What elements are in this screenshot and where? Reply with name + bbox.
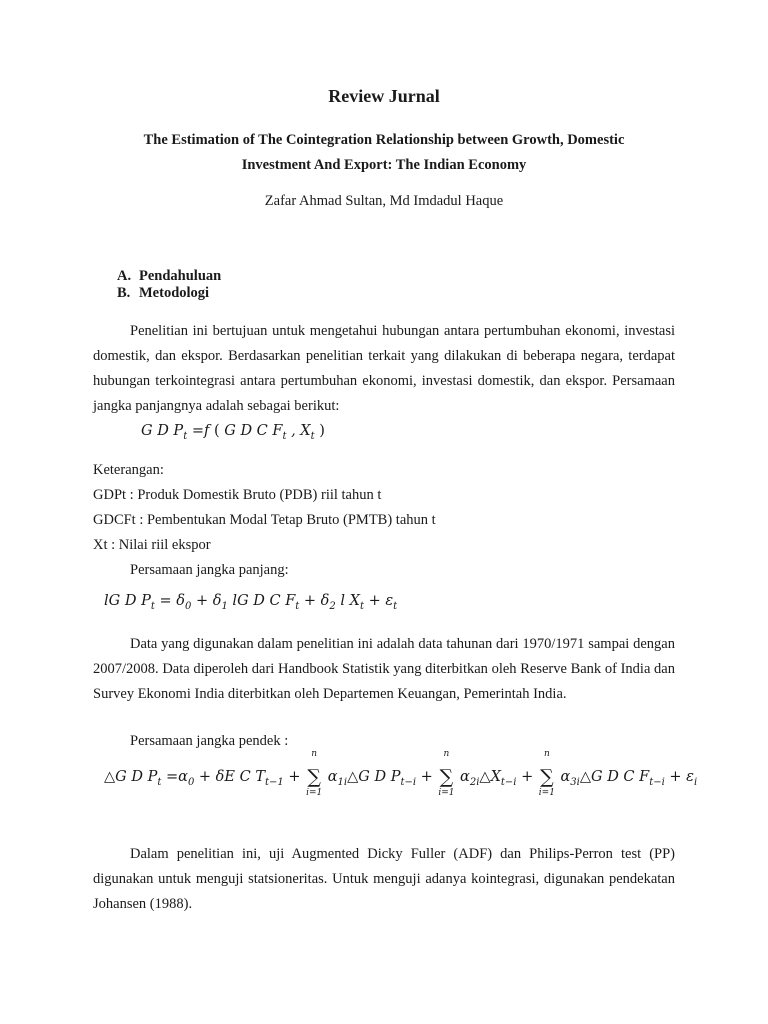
summation-symbol: n ∑ i=1 — [438, 749, 455, 798]
section-heading-a — [117, 268, 221, 285]
definition-export: Xt : Nilai riil ekspor — [93, 537, 211, 553]
definition-gdcf: GDCFt : Pembentukan Modal Tetap Bruto (PMTB) tahun t — [93, 512, 436, 528]
equation-short-run: △G D $P_t =\alpha_0 + \delta E$ C $T_{t-1}$ + n ∑ i=1 $\alpha_{1i}\triangle G$ D $P_{t-i}$ + n ∑ i=1 $\alpha_{2i}\triangle X_{t-i}$ + n ∑ i=1 $\alpha_{3i}\triangle G$ D C $F_{t-i} + \varepsilon_i$ — [104, 749, 698, 798]
section-number: A. — [117, 268, 132, 284]
paragraph-method — [93, 842, 675, 917]
summation-symbol: n ∑ i=1 — [306, 749, 323, 798]
paper-title-line-2: Investment And Export: The Indian Economy — [241, 157, 527, 173]
long-run-label: Persamaan jangka panjang: — [130, 562, 289, 578]
equation-long-run: lG D $P_t = \delta_0 + \delta_1$ lG D C $F_t + \delta_2$ l $X_t + \varepsilon_t$ — [104, 593, 398, 612]
paragraph-intro-text: Penelitian ini bertujuan untuk mengetahui hubungan antara pertumbuhan ekonomi, investasi domestik, dan ekspor. Berdasarkan penelitian terkait yang dilakukan di beberapa negara, terdapat hubungan terkointegrasi antara pertumbuhan ekonomi, investasi domestik, dan ekspor. Persamaan jangka panjangnya adalah sebagai berikut: — [93, 323, 675, 414]
summation-symbol: n ∑ i=1 — [538, 749, 555, 798]
definition-gdp: GDPt : Produk Domestik Bruto (PDB) riil tahun t — [93, 487, 382, 503]
paragraph-intro — [93, 319, 675, 419]
document-title: Review Jurnal — [328, 86, 440, 106]
section-number: B. — [117, 285, 131, 301]
paragraph-method-text: Dalam penelitian ini, uji Augmented Dicky Fuller (ADF) dan Philips-Perron test (PP) digunakan untuk menguji statsioneritas. Untuk menguji adanya kointegrasi, digunakan pendekatan Johansen (1988). — [93, 846, 675, 912]
paper-title-line-1: The Estimation of The Cointegration Relationship between Growth, Domestic — [143, 132, 625, 148]
section-label: Metodologi — [139, 285, 210, 301]
section-heading-b — [117, 285, 209, 302]
equation-long-run-general: G D $P_t =f$ ( G D C $F_t$ , $X_t$ ) — [141, 423, 325, 442]
keterangan-label: Keterangan: — [93, 462, 164, 478]
section-label: Pendahuluan — [139, 268, 222, 284]
short-run-label: Persamaan jangka pendek : — [130, 733, 289, 749]
paper-authors: Zafar Ahmad Sultan, Md Imdadul Haque — [264, 193, 504, 209]
paragraph-data-text: Data yang digunakan dalam penelitian ini adalah data tahunan dari 1970/1971 sampai dengan 2007/2008. Data diperoleh dari Handbook Statistik yang diterbitkan oleh Reserve Bank of India dan Survey Ekonomi India diterbitkan oleh Departemen Keuangan, Pemerintah India. — [93, 636, 675, 702]
paragraph-data — [93, 632, 675, 707]
